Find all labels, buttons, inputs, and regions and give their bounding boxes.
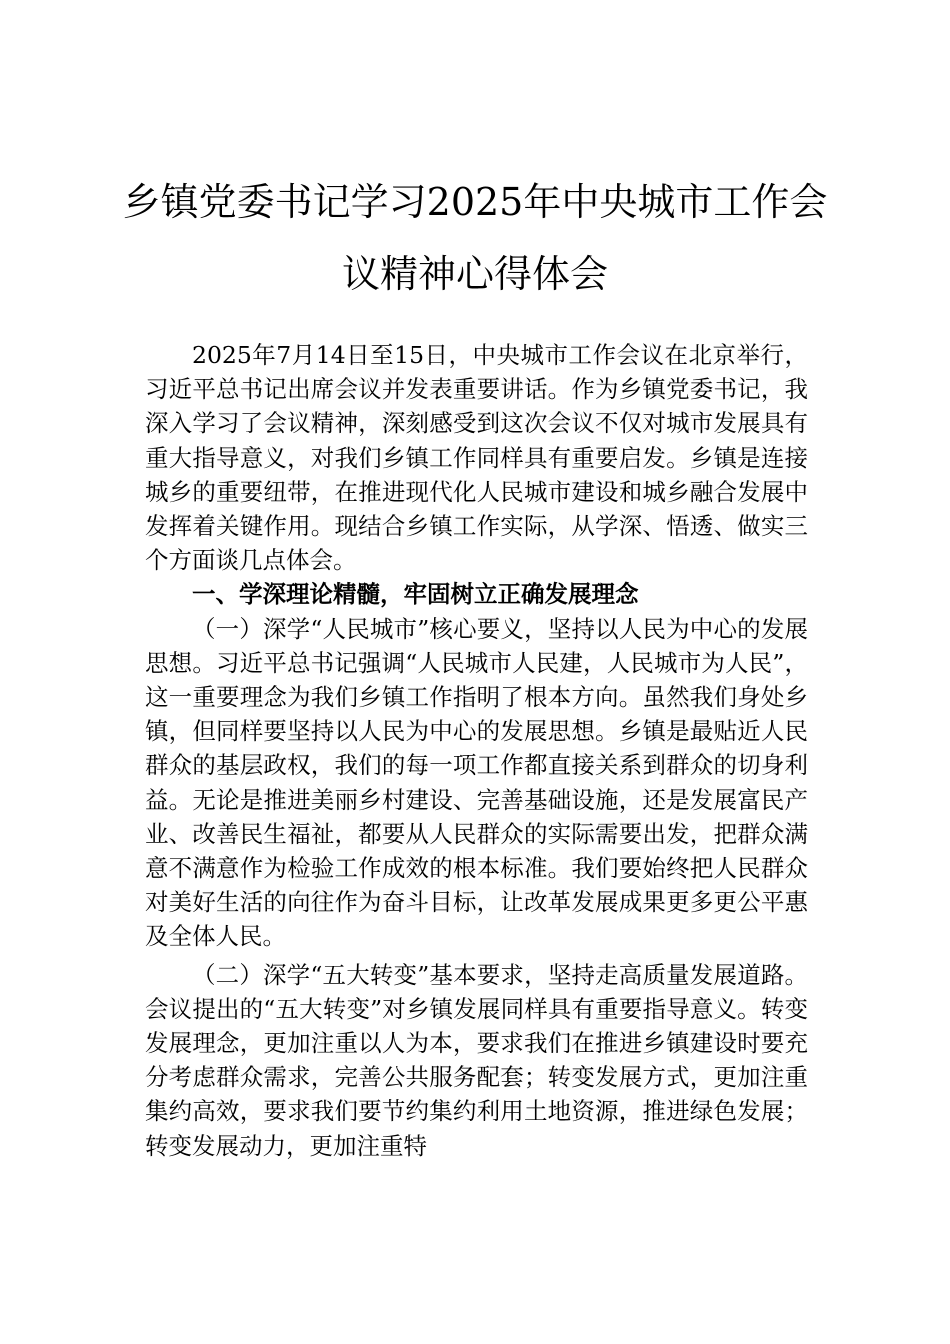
document-body: [145, 338, 808, 1163]
document-title: [120, 166, 830, 310]
title-line-2: 议精神心得体会: [341, 252, 608, 296]
subsection-paragraph-2: （二）深学“五大转变”基本要求，坚持走高质量发展道路。会议提出的“五大转变”对乡镇发展同样具有重要指导意义。转变发展理念，更加注重以人为本，要求我们在推进乡镇建设时要充分考虑群众需求，完善公共服务配套；转变发展方式，更加注重集约高效，要求我们要节约集约利用土地资源，推进绿色发展；转变发展动力，更加注重特: [145, 960, 808, 1160]
subsection-paragraph-1: （一）深学“人民城市”核心要义，坚持以人民为中心的发展思想。习近平总书记强调“人民城市人民建，人民城市为人民”，这一重要理念为我们乡镇工作指明了根本方向。虽然我们身处乡镇，但同样要坚持以人民为中心的发展思想。乡镇是最贴近人民群众的基层政权，我们的每一项工作都直接关系到群众的切身利益。无论是推进美丽乡村建设、完善基础设施，还是发展富民产业、改善民生福祉，都要从人民群众的实际需要出发，把群众满意不满意作为检验工作成效的根本标准。我们要始终把人民群众对美好生活的向往作为奋斗目标，让改革发展成果更多更公平惠及全体人民。: [145, 614, 808, 951]
title-line-1: 乡镇党委书记学习2025年中央城市工作会: [122, 180, 828, 224]
intro-paragraph: 2025年7月14日至15日，中央城市工作会议在北京举行，习近平总书记出席会议并发表重要讲话。作为乡镇党委书记，我深入学习了会议精神，深刻感受到这次会议不仅对城市发展具有重大指导意义，对我们乡镇工作同样具有重要启发。乡镇是连接城乡的重要纽带，在推进现代化人民城市建设和城乡融合发展中发挥着关键作用。现结合乡镇工作实际，从学深、悟透、做实三个方面谈几点体会。: [145, 341, 808, 575]
section-heading-1: 一、学深理论精髓，牢固树立正确发展理念: [192, 580, 639, 609]
